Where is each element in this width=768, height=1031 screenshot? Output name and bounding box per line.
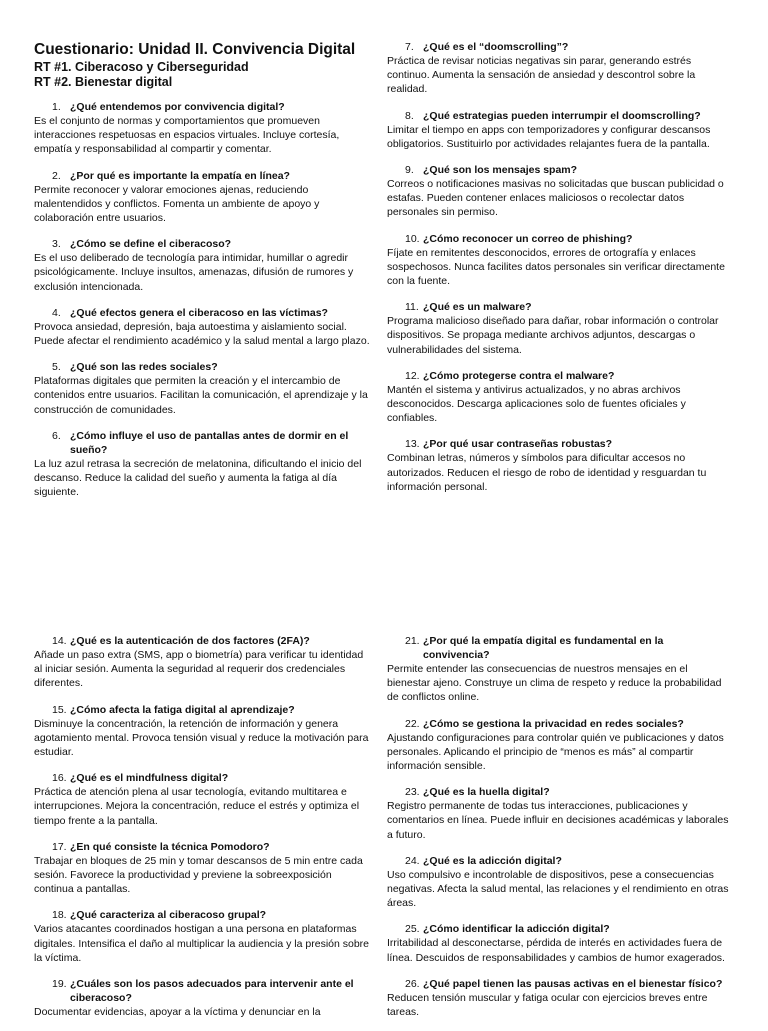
question-number: 22. bbox=[405, 717, 420, 730]
answer-text: Disminuye la concentración, la retención de información y genera agotamiento mental. Provoca tensión visual y reduce la motivación para estudiar. bbox=[34, 717, 369, 759]
question-text: ¿Qué papel tienen las pausas activas en el bienestar físico? bbox=[423, 977, 723, 990]
question-heading bbox=[34, 840, 370, 854]
question-heading bbox=[34, 703, 370, 717]
question-number: 26. bbox=[405, 977, 420, 990]
question-heading bbox=[387, 634, 732, 662]
question-item bbox=[387, 977, 732, 1019]
answer-text: Provoca ansiedad, depresión, baja autoestima y aislamiento social. Puede afectar el rendimiento académico y la salud mental a largo plazo. bbox=[34, 320, 370, 348]
question-item bbox=[387, 369, 732, 426]
question-heading bbox=[34, 908, 370, 922]
question-item bbox=[387, 232, 732, 289]
question-text: ¿Qué son las redes sociales? bbox=[70, 361, 218, 374]
question-text: ¿Cómo se gestiona la privacidad en redes sociales? bbox=[423, 717, 684, 730]
question-item bbox=[387, 634, 732, 705]
question-text: ¿Qué entendemos por convivencia digital? bbox=[70, 101, 285, 113]
question-item bbox=[387, 717, 732, 774]
question-item bbox=[34, 100, 370, 157]
question-item bbox=[387, 163, 732, 220]
question-heading bbox=[34, 634, 370, 648]
question-heading bbox=[34, 360, 370, 374]
question-text: ¿Por qué es importante la empatía en línea? bbox=[70, 169, 290, 182]
question-item bbox=[34, 840, 370, 897]
question-text: ¿Cómo se define el ciberacoso? bbox=[70, 238, 232, 251]
question-number: 9. bbox=[405, 164, 414, 177]
question-text: ¿Cómo reconocer un correo de phishing? bbox=[423, 232, 633, 245]
question-number: 18. bbox=[52, 909, 67, 922]
answer-text: Trabajar en bloques de 25 min y tomar descansos de 5 min entre cada sesión. Favorece la productividad y previene la sobreexposición continua a pantallas. bbox=[34, 854, 363, 896]
answer-text: Mantén el sistema y antivirus actualizados, y no abras archivos desconocidos. Descarga aplicaciones solo de fuentes oficiales y confiables. bbox=[387, 383, 686, 425]
answer-text: Práctica de atención plena al usar tecnología, evitando multitarea e interrupciones. Mejora la concentración, reduce el estrés y optimiza el tiempo frente a la pantalla. bbox=[34, 786, 360, 827]
answer-text: Uso compulsivo e incontrolable de dispositivos, pese a consecuencias negativas. Afecta la salud mental, las relaciones y el rendimiento en otras áreas. bbox=[387, 868, 729, 910]
left-bottom-column bbox=[34, 634, 370, 1031]
question-item bbox=[387, 854, 732, 911]
answer-text: Registro permanente de todas tus interacciones, publicaciones y comentarios en línea. Puede influir en decisiones académicas y laborales a futuro. bbox=[387, 800, 729, 841]
question-text: ¿Qué son los mensajes spam? bbox=[423, 164, 578, 177]
question-text: ¿Qué estrategias pueden interrumpir el doomscrolling? bbox=[423, 109, 701, 122]
question-number: 11. bbox=[405, 301, 419, 314]
question-item bbox=[34, 429, 370, 500]
answer-text: Documentar evidencias, apoyar a la víctima y denunciar en la bbox=[34, 1006, 321, 1019]
right-bottom-column bbox=[387, 634, 732, 1031]
question-item bbox=[387, 109, 732, 151]
question-number: 25. bbox=[405, 923, 420, 936]
question-heading bbox=[34, 306, 370, 320]
question-number: 13. bbox=[405, 438, 420, 451]
question-heading bbox=[387, 40, 732, 54]
question-item bbox=[34, 977, 370, 1019]
answer-text: Limitar el tiempo en apps con temporizadores y configurar descansos obligatorios. Sustituirlo por actividades relajantes fuera de la pantalla. bbox=[387, 123, 711, 150]
question-number: 4. bbox=[52, 306, 61, 319]
question-number: 23. bbox=[405, 786, 420, 799]
question-item bbox=[34, 771, 370, 828]
question-heading bbox=[387, 109, 732, 123]
answer-text: Es el conjunto de normas y comportamientos que promueven interacciones respetuosas en espacios virtuales. Incluye cortesía, empatía y responsabilidad al compartir y comentar. bbox=[34, 115, 340, 156]
question-number: 12. bbox=[405, 369, 420, 382]
question-heading bbox=[387, 785, 732, 799]
question-text: ¿En qué consiste la técnica Pomodoro? bbox=[70, 840, 270, 853]
question-heading bbox=[34, 100, 370, 114]
question-number: 2. bbox=[52, 169, 61, 182]
question-text: ¿Cómo afecta la fatiga digital al aprendizaje? bbox=[70, 703, 295, 716]
question-heading bbox=[34, 237, 370, 251]
question-text: ¿Qué es la adicción digital? bbox=[423, 854, 562, 867]
answer-text: Irritabilidad al desconectarse, pérdida de interés en actividades fuera de línea. Descuidos de responsabilidades y cambios de humor exagerados. bbox=[387, 937, 725, 964]
question-number: 14. bbox=[52, 635, 67, 647]
question-item bbox=[387, 300, 732, 357]
question-text: ¿Qué es el “doomscrolling”? bbox=[423, 41, 569, 53]
question-item bbox=[34, 703, 370, 760]
question-item bbox=[387, 922, 732, 964]
answer-text: Ajustando configuraciones para controlar quién ve publicaciones y datos personales. Aplicando el principio de “menos es más” al compartir información sensible. bbox=[387, 731, 724, 773]
answer-text: Permite entender las consecuencias de nuestros mensajes en el bienestar ajeno. Construye un clima de respeto y reduce la probabilidad de conflictos online. bbox=[387, 663, 722, 704]
question-item bbox=[34, 237, 370, 294]
question-number: 17. bbox=[52, 840, 67, 853]
question-text: ¿Qué efectos genera el ciberacoso en las víctimas? bbox=[70, 306, 328, 319]
question-item bbox=[34, 306, 370, 348]
question-list bbox=[34, 100, 370, 499]
answer-text: Añade un paso extra (SMS, app o biometría) para verificar tu identidad al iniciar sesión. Aumenta la seguridad al requerir dos credenciales diferentes. bbox=[34, 649, 364, 690]
question-text: ¿Qué es la autenticación de dos factores (2FA)? bbox=[70, 635, 310, 647]
question-heading bbox=[34, 977, 370, 1005]
answer-text: Plataformas digitales que permiten la creación y el intercambio de contenidos entre usuarios. Facilitan la comunicación, el aprendizaje y la construcción de comunidades. bbox=[34, 375, 368, 416]
answer-text: Fíjate en remitentes desconocidos, errores de ortografía y enlaces sospechosos. Nunca facilites datos personales sin verificar directamente con la fuente. bbox=[387, 246, 725, 288]
question-heading bbox=[34, 771, 370, 785]
question-number: 21. bbox=[405, 635, 420, 647]
question-number: 7. bbox=[405, 41, 414, 53]
question-heading bbox=[387, 977, 732, 991]
question-number: 15. bbox=[52, 703, 67, 716]
question-number: 6. bbox=[52, 429, 61, 442]
answer-text: Correos o notificaciones masivas no solicitadas que buscan publicidad o estafas. Pueden contener enlaces maliciosos o recolectar datos personales sin permiso. bbox=[387, 178, 724, 219]
answer-text: Combinan letras, números y símbolos para dificultar accesos no autorizados. Reducen el riesgo de robo de identidad y resguardan tu información personal. bbox=[387, 452, 707, 493]
answer-text: Programa malicioso diseñado para dañar, robar información o controlar dispositivos. Se propaga mediante archivos adjuntos, descargas o vulnerabilidades del sistema. bbox=[387, 315, 719, 356]
question-text: ¿Qué es un malware? bbox=[423, 301, 532, 314]
question-number: 10. bbox=[405, 232, 420, 245]
question-heading bbox=[34, 169, 370, 183]
question-heading bbox=[387, 437, 732, 451]
rt1-subtitle: RT #1. Ciberacoso y Ciberseguridad bbox=[34, 60, 249, 74]
question-number: 24. bbox=[405, 854, 420, 867]
question-text: ¿Qué es el mindfulness digital? bbox=[70, 772, 229, 785]
rt2-subtitle: RT #2. Bienestar digital bbox=[34, 75, 173, 89]
question-text: ¿Cómo protegerse contra el malware? bbox=[423, 369, 615, 382]
question-heading bbox=[34, 429, 370, 457]
question-text: ¿Qué es la huella digital? bbox=[423, 786, 550, 799]
question-heading bbox=[387, 300, 732, 314]
answer-text: Varios atacantes coordinados hostigan a una persona en plataformas digitales. Intensifica el daño al multiplicar la audiencia y la presión sobre la víctima. bbox=[34, 923, 370, 964]
question-number: 19. bbox=[52, 978, 67, 991]
question-heading bbox=[387, 369, 732, 383]
question-text: ¿Cómo influye el uso de pantallas antes de dormir en el sueño? bbox=[70, 429, 349, 456]
question-item bbox=[34, 908, 370, 965]
question-number: 16. bbox=[52, 772, 67, 785]
question-number: 8. bbox=[405, 109, 414, 122]
question-text: ¿Cómo identificar la adicción digital? bbox=[423, 923, 610, 936]
question-item bbox=[387, 785, 732, 842]
question-number: 5. bbox=[52, 361, 61, 374]
question-number: 1. bbox=[52, 101, 61, 113]
question-heading bbox=[387, 854, 732, 868]
answer-text: Permite reconocer y valorar emociones ajenas, reduciendo malentendidos y conflictos. Fomenta un ambiente de apoyo y colaboración entre usuarios. bbox=[34, 183, 320, 225]
question-item bbox=[34, 360, 370, 417]
question-item bbox=[34, 634, 370, 691]
question-heading bbox=[387, 163, 732, 177]
question-heading bbox=[387, 922, 732, 936]
right-top-column bbox=[387, 40, 732, 506]
question-text: ¿Por qué usar contraseñas robustas? bbox=[423, 438, 613, 451]
answer-text: La luz azul retrasa la secreción de melatonina, dificultando el inicio del descanso. Reduce la calidad del sueño y aumenta la fatiga al día siguiente. bbox=[34, 457, 362, 499]
question-heading bbox=[387, 717, 732, 731]
question-list bbox=[387, 40, 732, 494]
question-text: ¿Qué caracteriza al ciberacoso grupal? bbox=[70, 909, 267, 922]
question-list bbox=[387, 634, 732, 1019]
question-list bbox=[34, 634, 370, 1019]
question-text: ¿Por qué la empatía digital es fundamental en la convivencia? bbox=[423, 635, 664, 661]
left-top-column bbox=[34, 40, 370, 511]
answer-text: Práctica de revisar noticias negativas sin parar, generando estrés continuo. Aumenta la sensación de ansiedad y descontrol sobre la realidad. bbox=[387, 55, 696, 96]
question-item bbox=[387, 437, 732, 494]
question-item bbox=[34, 169, 370, 226]
question-heading bbox=[387, 232, 732, 246]
answer-text: Reducen tensión muscular y fatiga ocular con ejercicios breves entre tareas. bbox=[387, 991, 708, 1019]
question-text: ¿Cuáles son los pasos adecuados para intervenir ante el ciberacoso? bbox=[70, 978, 354, 1005]
page-title: Cuestionario: Unidad II. Convivencia Digital bbox=[34, 41, 356, 58]
answer-text: Es el uso deliberado de tecnología para intimidar, humillar o agredir psicológicamente. Incluye insultos, amenazas, difusión de rumores y exclusión intencionada. bbox=[34, 252, 354, 293]
question-item bbox=[387, 40, 732, 97]
question-number: 3. bbox=[52, 238, 61, 251]
